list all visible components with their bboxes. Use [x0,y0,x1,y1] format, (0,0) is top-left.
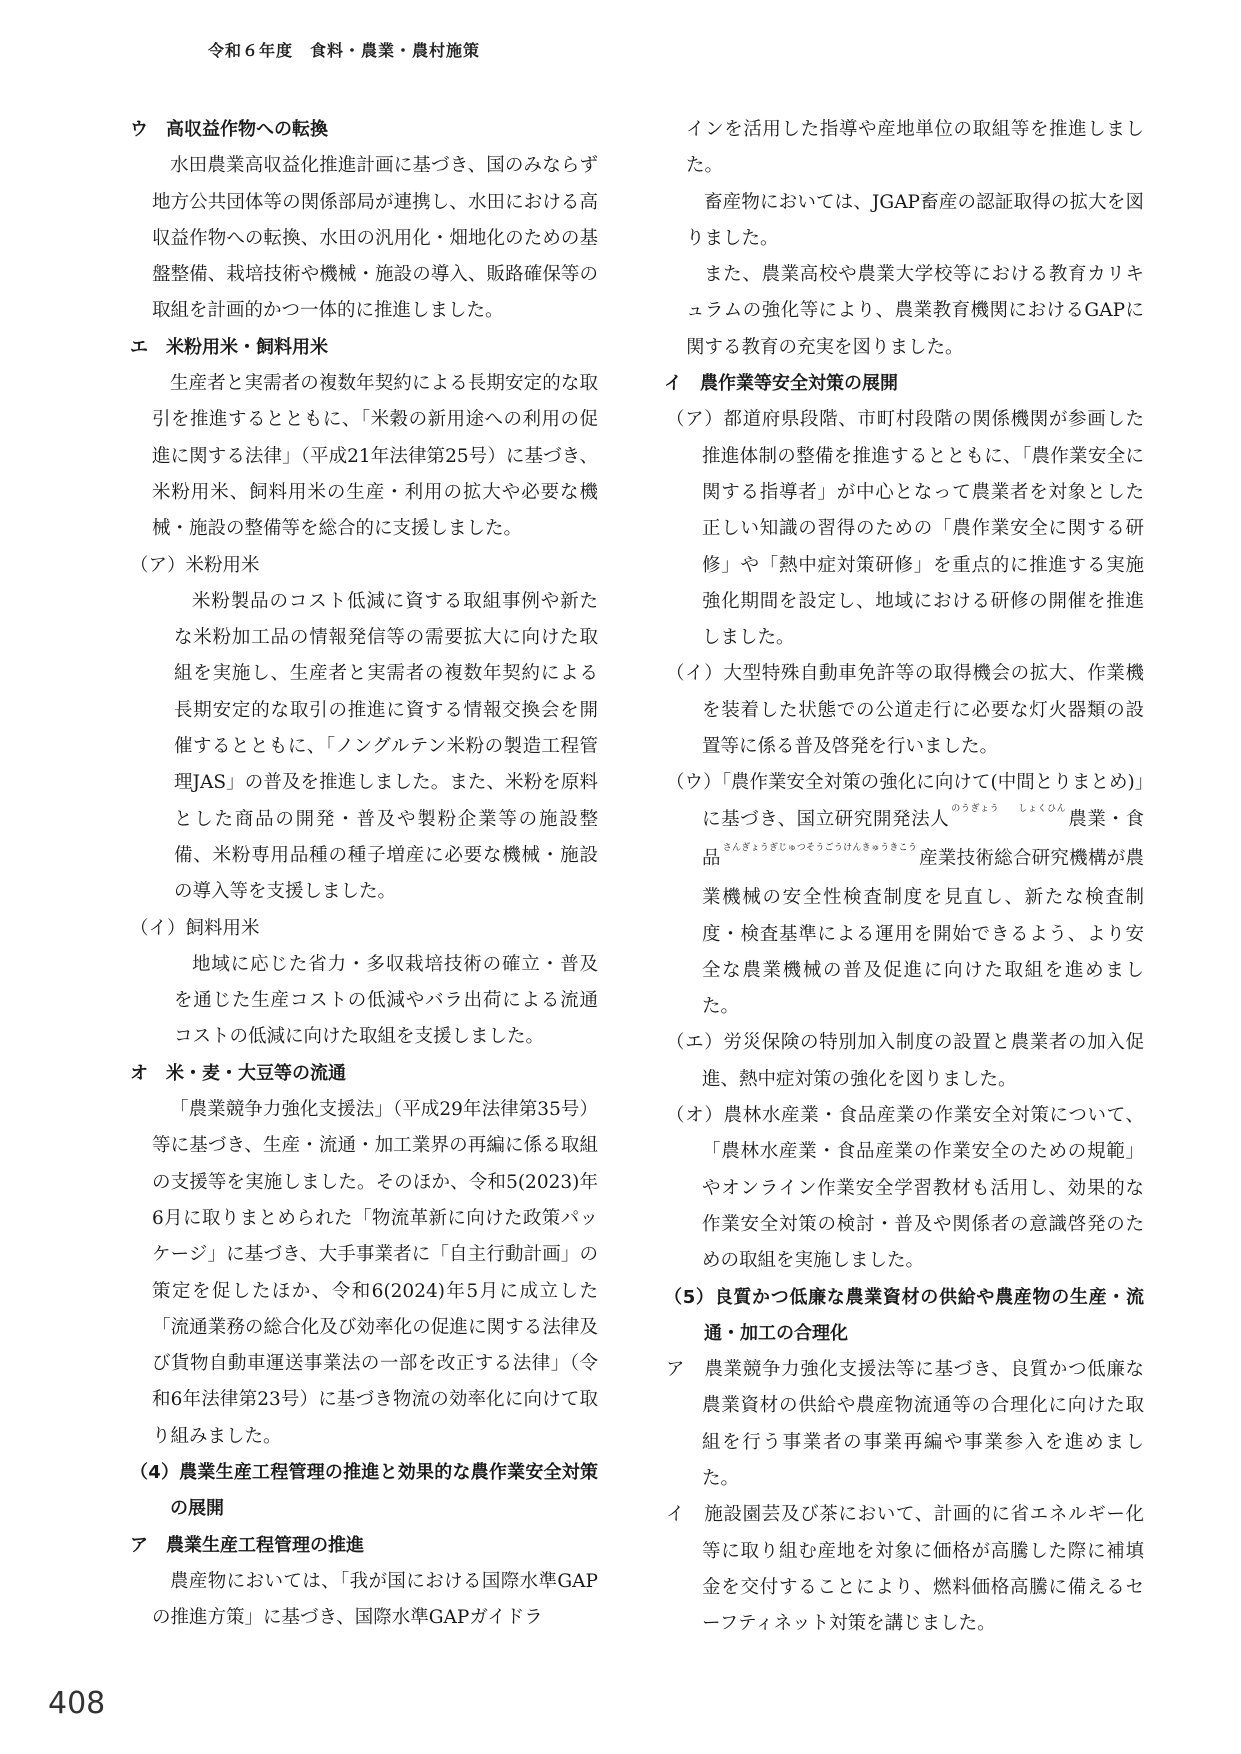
paragraph-4a-livestock: 畜産物においては、JGAP畜産の認証取得の拡大を図りました。 [686,191,1144,249]
running-title: 令和６年度 食料・農業・農村施策 [208,41,481,60]
section-4-heading: （4）農業生産工程管理の推進と効果的な農作業安全対策の展開 [130,1461,598,1520]
item-4i-i: （イ）大型特殊自動車免許等の取得機会の拡大、作業機を装着した状態での公道走行に必要な灯火器類の設置等に係る普及啓発を行いました。 [666,663,1144,758]
item-5a: ア 農業競争力強化支援法等に基づき、良質かつ低廉な農業資材の供給や農産物流通等の合理化に向けた取組を行う事業者の事業再編や事業参入を進めました。 [666,1359,1144,1489]
heading-4i: イ 農作業等安全対策の展開 [664,373,898,395]
paragraph-4a-cont: インを活用した指導や産地単位の取組等を推進しました。 [686,119,1144,177]
heading-4a: ア 農業生産工程管理の推進 [130,1534,364,1556]
paragraph-u: 水田農業高収益化推進計画に基づき、国のみならず地方公共団体等の関係部局が連携し、水田における高収益作物への転換、水田の汎用化・畑地化のための基盤整備、栽培技術や機械・施設の導入、販路確保等の取組を計画的かつ一体的に推進しました。 [152,155,598,322]
item-4i-o: （オ）農林水産業・食品産業の作業安全対策について、「農林水産業・食品産業の作業安全のための規範」やオンライン作業安全学習教材も活用し、効果的な作業安全対策の検討・普及や関係者の意識啓発のための取組を実施しました。 [666,1105,1144,1272]
heading-e: エ 米粉用米・飼料用米 [130,336,328,358]
org-name-part1: 農業・食品 [702,808,1144,869]
item-4i-a: （ア）都道府県段階、市町村段階の関係機関が参画した推進体制の整備を推進するとともに、「農作業安全に関する指導者」が中心となって農業者を対象とした正しい知識の習得のための「農作業安全に関する研修」や「熱中症対策研修」を重点的に推進する実施強化期間を設定し、地域における研修の開催を推進しました。 [666,409,1144,649]
heading-u: ウ 高収益作物への転換 [130,119,328,140]
right-column [664,112,1144,1642]
paragraph-4a: 農産物においては、「我が国における国際水準GAPの推進方策」に基づき、国際水準GAPガイドラ [152,1570,598,1629]
paragraph-a-rice-flour: 米粉製品のコスト低減に資する取組事例や新たな米粉加工品の情報発信等の需要拡大に向けた取組を実施し、生産者と実需者の複数年契約による長期安定的な取引の推進に資する情報交換会を開催するとともに、「ノングルテン米粉の製造工程管理JAS」の普及を推進しました。また、米粉を原料とした商品の開発・普及や製粉企業等の施設整備、米粉専用品種の種子増産に必要な機械・施設の導入等を支援しました。 [174,590,598,903]
item-4i-u [664,765,1144,1025]
item-4i-u-tail: が農業機械の安全性検査制度を見直し、新たな検査制度・検査基準による運用を開始できるよう、より安全な農業機械の普及促進に向けた取組を進めました。 [702,847,1144,1018]
left-column [130,112,598,1636]
paragraph-e: 生産者と実需者の複数年契約による長期安定的な取引を推進するとともに、「米穀の新用途への利用の促進に関する法律」（平成21年法律第25号）に基づき、米粉用米、飼料用米の生産・利用の拡大や必要な機械・施設の整備等を総合的に支援しました。 [152,373,598,540]
heading-o: オ 米・麦・大豆等の流通 [130,1062,346,1084]
paragraph-4a-education: また、農業高校や農業大学校等における教育カリキュラムの強化等により、農業教育機関におけるGAPに関する教育の充実を図りました。 [686,264,1144,358]
org-name-part2: 産業技術総合研究機構 [919,847,1107,869]
ruby-nougyou-shokuhin: のうぎょう しょくひん [951,803,1067,814]
subheading-i-feed-rice: （イ）飼料用米 [130,917,260,939]
item-5i: イ 施設園芸及び茶において、計画的に省エネルギー化等に取り組む産地を対象に価格が高騰した際に補填金を交付することにより、燃料価格高騰に備えるセーフティネット対策を講じました。 [666,1504,1144,1635]
item-4i-e: （エ）労災保険の特別加入制度の設置と農業者の加入促進、熱中症対策の強化を図りました。 [666,1032,1144,1090]
page-number: 408 [48,1686,106,1721]
section-5-heading: （5）良質かつ低廉な農業資材の供給や農産物の生産・流通・加工の合理化 [664,1286,1144,1344]
subheading-a-rice-flour: （ア）米粉用米 [130,554,260,576]
paragraph-i-feed-rice: 地域に応じた省力・多収栽培技術の確立・普及を通じた生産コストの低減やバラ出荷による流通コストの低減に向けた取組を支援しました。 [174,953,598,1048]
paragraph-o: 「農業競争力強化支援法」（平成29年法律第35号）等に基づき、生産・流通・加工業界の再編に係る取組の支援等を実施しました。そのほか、令和5(2023)年6月に取りまとめられた「物流革新に向けた政策パッケージ」に基づき、大手事業者に「自主行動計画」の策定を促したほか、令和6(2024)年5月に成立した「流通業務の総合化及び効率化の促進に関する法律及び貨物自動車運送事業法の一部を改正する法律」（令和6年法律第23号）に基づき物流の効率化に向けて取り組みました。 [152,1099,598,1447]
item-4i-u-lead: （ウ）「農作業安全対策の強化に向けて(中間とりまとめ)」に基づき、国立研究開発法人 [666,772,1144,830]
ruby-sangyou-gijutsu: さんぎょうぎじゅつそうごうけんきゅうきこう [722,842,918,853]
